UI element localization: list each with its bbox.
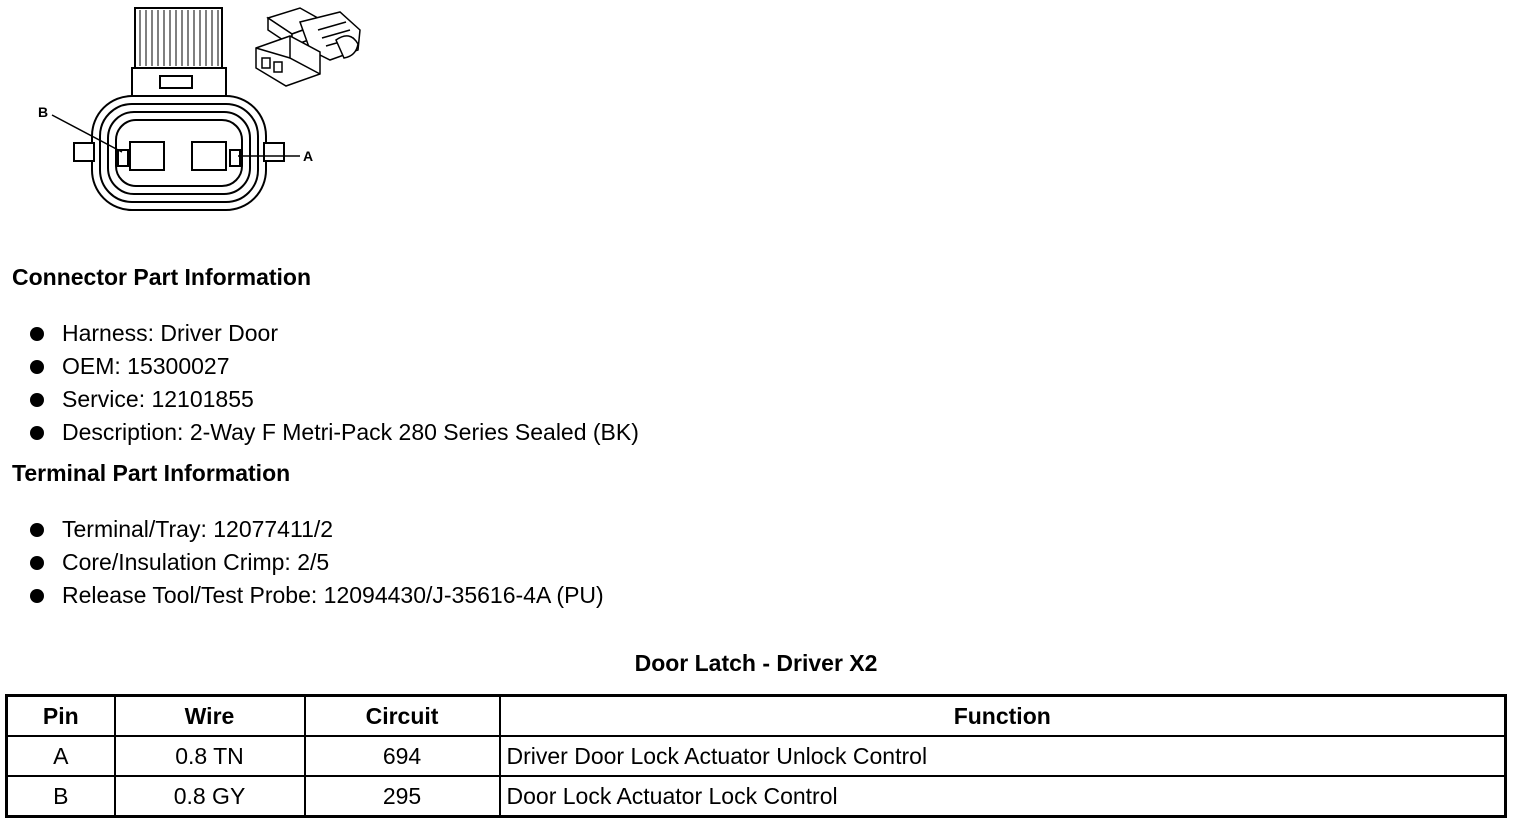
connector-item-text: OEM: 15300027 [62,353,230,379]
list-item [0,383,639,416]
cell-wire: 0.8 GY [115,776,305,817]
connector-item-text: Harness: Driver Door [62,320,278,346]
bullet-icon [30,589,44,603]
header-pin: Pin [7,696,115,737]
connector-3d-illustration [256,8,360,86]
header-function: Function [500,696,1506,737]
bullet-icon [30,327,44,341]
connector-diagram [0,0,380,225]
connector-item-text: Description: 2-Way F Metri-Pack 280 Series Sealed (BK) [62,419,639,445]
header-wire: Wire [115,696,305,737]
connector-part-info-list [0,317,639,449]
terminal-item-text: Release Tool/Test Probe: 12094430/J-35616-4A (PU) [62,582,604,608]
list-item [0,513,604,546]
cell-circuit: 694 [305,736,500,776]
cell-function: Driver Door Lock Actuator Unlock Control [500,736,1506,776]
table-title: Door Latch - Driver X2 [634,650,878,676]
list-item [0,317,639,350]
cell-circuit: 295 [305,776,500,817]
terminal-item-text: Core/Insulation Crimp: 2/5 [62,549,330,575]
cell-wire: 0.8 TN [115,736,305,776]
list-item [0,546,604,579]
connector-part-info-heading: Connector Part Information [12,264,312,290]
pin-a-callout: A [303,148,314,164]
header-circuit: Circuit [305,696,500,737]
connector-item-text: Service: 12101855 [62,386,254,412]
cell-function: Door Lock Actuator Lock Control [500,776,1506,817]
pin-b-callout: B [38,104,49,120]
table-row [7,776,1506,817]
pinout-table [5,694,1507,818]
table-row [7,736,1506,776]
cell-pin: A [7,736,115,776]
bullet-icon [30,523,44,537]
cell-pin: B [7,776,115,817]
table-header-row [7,696,1506,737]
bullet-icon [30,360,44,374]
bullet-icon [30,393,44,407]
list-item [0,350,639,383]
list-item [0,579,604,612]
terminal-part-info-heading: Terminal Part Information [12,460,291,486]
bullet-icon [30,556,44,570]
terminal-part-info-list [0,513,604,612]
bullet-icon [30,426,44,440]
terminal-item-text: Terminal/Tray: 12077411/2 [62,516,334,542]
list-item [0,416,639,449]
